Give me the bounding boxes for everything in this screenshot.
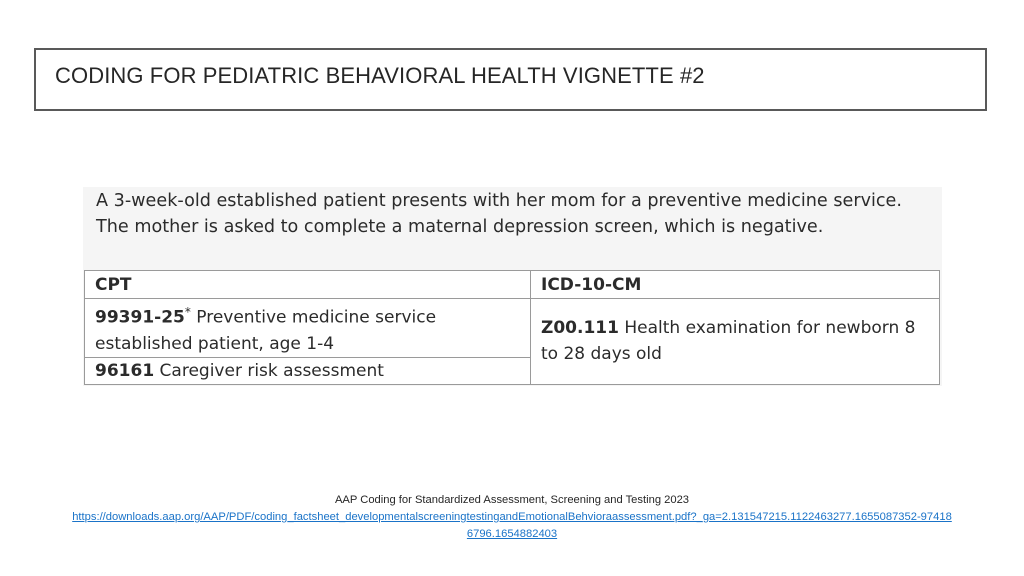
icd-code: Z00.111 [541, 318, 619, 339]
table-row [85, 299, 940, 358]
table-header-row [85, 271, 940, 299]
icd-cell [531, 299, 940, 385]
asterisk-marker: * [184, 305, 191, 319]
cpt-description: Caregiver risk assessment [154, 360, 384, 381]
cpt-code: 99391-25 [95, 307, 185, 328]
cpt-cell-preventive [85, 299, 531, 358]
cpt-cell-caregiver [85, 357, 531, 384]
citation-source: AAP Coding for Standardized Assessment, Screening and Testing 2023 [334, 494, 690, 506]
icd-description: Health examination for newborn 8 to 28 days old [541, 318, 916, 365]
slide-title: CODING FOR PEDIATRIC BEHAVIORAL HEALTH VIGNETTE #2 [55, 63, 705, 88]
coding-table [84, 270, 940, 385]
citation-link[interactable]: https://downloads.aap.org/AAP/PDF/coding_factsheet_developmentalscreeningtestingandEmotionalBehvioraassessment.pdf?_ga=2.131547215.1122463277.1655087352-974186796.1654882403 [72, 511, 952, 540]
cpt-code: 96161 [95, 360, 155, 381]
title-box [34, 48, 987, 111]
icd-header: ICD-10-CM [531, 271, 940, 299]
vignette-text: A 3-week-old established patient presents with her mom for a preventive medicine service. The mother is asked to complete a maternal depression screen, which is negative. [96, 191, 902, 237]
citation [0, 492, 1024, 543]
cpt-description: Preventive medicine service established patient, age 1-4 [95, 307, 437, 354]
cpt-header: CPT [85, 271, 531, 299]
vignette-panel [83, 187, 942, 386]
